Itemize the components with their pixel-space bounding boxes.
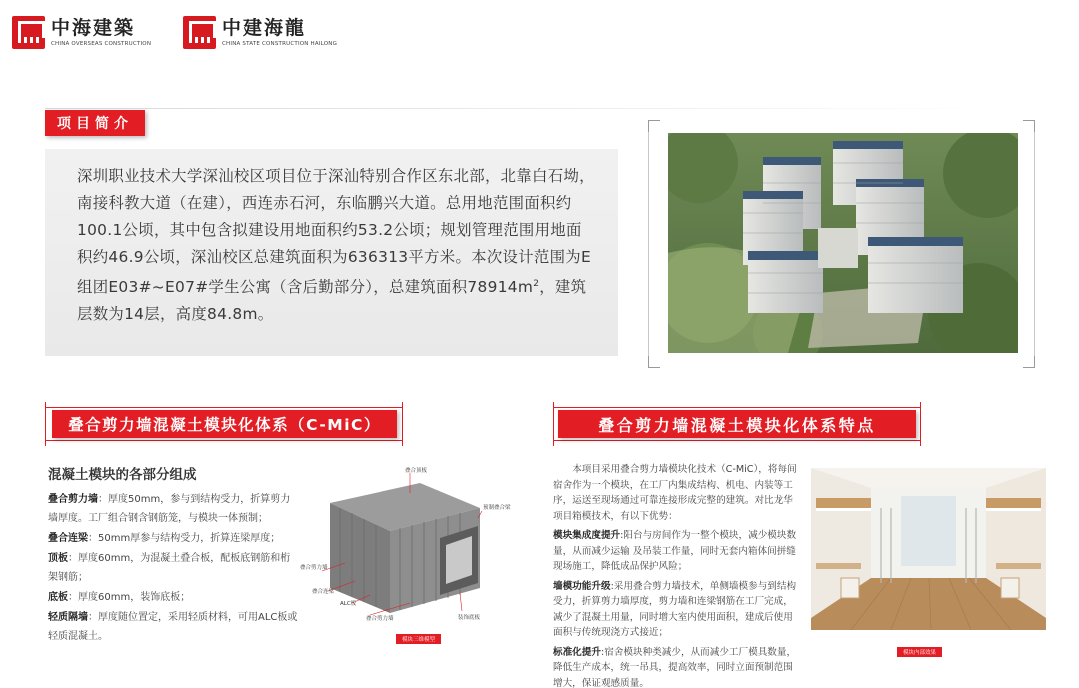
callout-label: 叠合连梁: [312, 589, 335, 595]
callout-label: 叠合剪力墙: [300, 565, 328, 571]
diagram-caption: 模块三维模型: [396, 634, 441, 644]
divider-line: [45, 108, 995, 109]
intro-tag: 项目简介: [45, 110, 145, 136]
composition-list: [48, 490, 298, 647]
callout-label: 叠合顶板: [405, 468, 428, 474]
features-text: [553, 462, 797, 688]
logo-china-overseas: [12, 14, 151, 50]
list-item: 轻质隔墙：厚度随位置定，采用轻质材料，可用ALC板或轻质混凝土。: [48, 612, 298, 642]
list-item: 叠合剪力墙：厚度50mm，参与到结构受力，折算剪力墙厚度。工厂组合钢含钢筋笼，与模块一体预制；: [48, 494, 291, 524]
list-item: 标准化提升:宿舍模块种类减少，从而减少工厂模具数量，降低生产成本，统一吊具，提高效率，同时立面预制范围增大，保证观感质量。: [553, 646, 797, 688]
logo-en: CHINA OVERSEAS CONSTRUCTION: [51, 40, 152, 47]
list-item: 顶板：厚度60mm，为混凝土叠合板，配板底钢筋和桁架钢筋；: [48, 553, 291, 583]
logo-en: CHINA STATE CONSTRUCTION HAILONG: [222, 40, 338, 47]
logo-cn: 中海建築: [51, 16, 136, 39]
callout-label: 叠合剪力墙: [366, 616, 394, 622]
callout-label: 预制叠合梁: [483, 505, 511, 511]
list-item: 墙模功能升级:采用叠合剪力墙技术，单侧墙模参与到结构受力，折算剪力墙厚度，剪力墙和连梁钢筋在工厂完成，减少了混凝土用量，同时增大室内使用面积，建成后使用面积与传统现浇方式接近；: [553, 580, 797, 638]
logo-mark-icon: [12, 16, 45, 49]
intro-box: [45, 149, 618, 356]
section1-title: 叠合剪力墙混凝土模块化体系（C-MiC）: [52, 410, 397, 438]
module-3d-diagram: [300, 463, 511, 653]
logo-mark-icon: [183, 16, 216, 49]
intro-text: 深圳职业技术大学深汕校区项目位于深汕特别合作区东北部，北靠白石坳，南接科教大道（在建），西连赤石河，东临鹏兴大道。总用地范围面积约100.1公顷，其中包含拟建设用地面积约53.2公顷；规划管理范围用地面积约46.9公顷，深汕校区总建筑面积为636313平方米。本次设计范围为E组团E03#~E07#学生公寓（含后勤部分），总建筑面积$78914m^2$，建筑层数为14层，高度84.8m。: [77, 167, 595, 324]
section2-title: 叠合剪力墙混凝土模块化体系特点: [558, 410, 916, 438]
list-item: 模块集成度提升:阳台与房间作为一整个模块，减少模块数量，从而减少运输 及吊装工作量，同时无套内箱体间拼缝现场施工，降低成品保护风险；: [553, 530, 797, 572]
module-interior-image: [811, 468, 1046, 630]
logo-cscec-hailong: [183, 14, 337, 50]
list-item: 叠合连梁：50mm厚参与结构受力，折算连梁厚度；: [48, 533, 281, 544]
composition-title: 混凝土模块的各部分组成: [48, 467, 197, 483]
logo-cn: 中建海龍: [222, 16, 307, 39]
callout-label: 装饰底板: [458, 615, 481, 621]
aerial-rendering-image: [668, 133, 1018, 353]
features-intro: 本项目采用叠合剪力墙模块化技术（C-MiC），将每间宿舍作为一个模块，在工厂内集成结构、机电、内装等工序，运送至现场通过可靠连接形成完整的建筑。对比龙华项目箱模技术，有以下优势：: [553, 464, 797, 522]
list-item: 底板：厚度60mm，装饰底板；: [48, 592, 191, 603]
photo-caption: 模块内部效果: [897, 647, 942, 657]
callout-label: ALC板: [340, 601, 357, 607]
